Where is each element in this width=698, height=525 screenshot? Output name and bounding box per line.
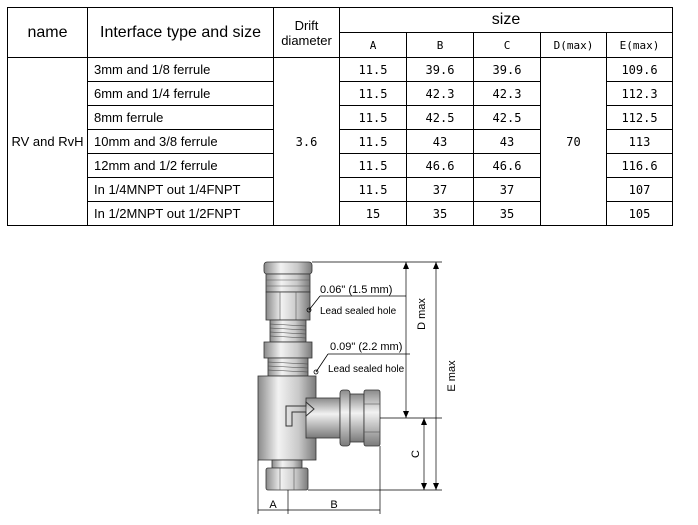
a-cell: 11.5 bbox=[340, 130, 407, 154]
c-cell: 35 bbox=[474, 202, 541, 226]
valve-dimension-drawing bbox=[210, 248, 460, 520]
header-drift-line2: diameter bbox=[281, 32, 332, 48]
b-cell: 37 bbox=[407, 178, 474, 202]
e-cell: 113 bbox=[607, 130, 673, 154]
header-drift-line1: Drift bbox=[294, 17, 319, 33]
interface-cell: 10mm and 3/8 ferrule bbox=[88, 130, 274, 154]
b-cell: 42.3 bbox=[407, 82, 474, 106]
dim-b-label: B bbox=[330, 499, 338, 511]
table-row bbox=[8, 58, 673, 82]
c-cell: 42.3 bbox=[474, 82, 541, 106]
dim-c-label: C bbox=[410, 450, 422, 458]
a-cell: 11.5 bbox=[340, 178, 407, 202]
model-cell: RV and RvH bbox=[8, 58, 88, 226]
c-cell: 46.6 bbox=[474, 154, 541, 178]
interface-cell: In 1/4MNPT out 1/4FNPT bbox=[88, 178, 274, 202]
a-cell: 11.5 bbox=[340, 106, 407, 130]
callout-2-dimension: 0.09" (2.2 mm) bbox=[330, 341, 403, 353]
spec-table bbox=[7, 7, 673, 226]
dim-d-label: D max bbox=[416, 298, 428, 330]
b-cell: 42.5 bbox=[407, 106, 474, 130]
header-col-c: C bbox=[474, 33, 541, 58]
e-cell: 107 bbox=[607, 178, 673, 202]
header-col-d: D(max) bbox=[541, 33, 607, 58]
interface-cell: 8mm ferrule bbox=[88, 106, 274, 130]
interface-cell: 12mm and 1/2 ferrule bbox=[88, 154, 274, 178]
interface-cell: In 1/2MNPT out 1/2FNPT bbox=[88, 202, 274, 226]
dim-e-label: E max bbox=[446, 360, 458, 392]
header-col-e: E(max) bbox=[607, 33, 673, 58]
dim-a-label: A bbox=[269, 499, 277, 511]
a-cell: 11.5 bbox=[340, 82, 407, 106]
header-col-a: A bbox=[340, 33, 407, 58]
callout-1-label: Lead sealed hole bbox=[320, 306, 397, 317]
interface-cell: 3mm and 1/8 ferrule bbox=[88, 58, 274, 82]
c-cell: 37 bbox=[474, 178, 541, 202]
header-interface: Interface type and size bbox=[88, 8, 274, 58]
c-cell: 43 bbox=[474, 130, 541, 154]
a-cell: 11.5 bbox=[340, 154, 407, 178]
header-size: size bbox=[340, 8, 673, 33]
c-cell: 39.6 bbox=[474, 58, 541, 82]
b-cell: 35 bbox=[407, 202, 474, 226]
drift-cell: 3.6 bbox=[274, 58, 340, 226]
e-cell: 116.6 bbox=[607, 154, 673, 178]
b-cell: 43 bbox=[407, 130, 474, 154]
e-cell: 109.6 bbox=[607, 58, 673, 82]
c-cell: 42.5 bbox=[474, 106, 541, 130]
a-cell: 15 bbox=[340, 202, 407, 226]
interface-cell: 6mm and 1/4 ferrule bbox=[88, 82, 274, 106]
e-cell: 112.5 bbox=[607, 106, 673, 130]
header-drift bbox=[274, 8, 340, 58]
callout-1-dimension: 0.06" (1.5 mm) bbox=[320, 284, 393, 296]
callout-2-label: Lead sealed hole bbox=[328, 364, 405, 375]
d-max-cell: 70 bbox=[541, 58, 607, 226]
b-cell: 46.6 bbox=[407, 154, 474, 178]
e-cell: 105 bbox=[607, 202, 673, 226]
b-cell: 39.6 bbox=[407, 58, 474, 82]
header-name: name bbox=[8, 8, 88, 58]
header-col-b: B bbox=[407, 33, 474, 58]
e-cell: 112.3 bbox=[607, 82, 673, 106]
a-cell: 11.5 bbox=[340, 58, 407, 82]
